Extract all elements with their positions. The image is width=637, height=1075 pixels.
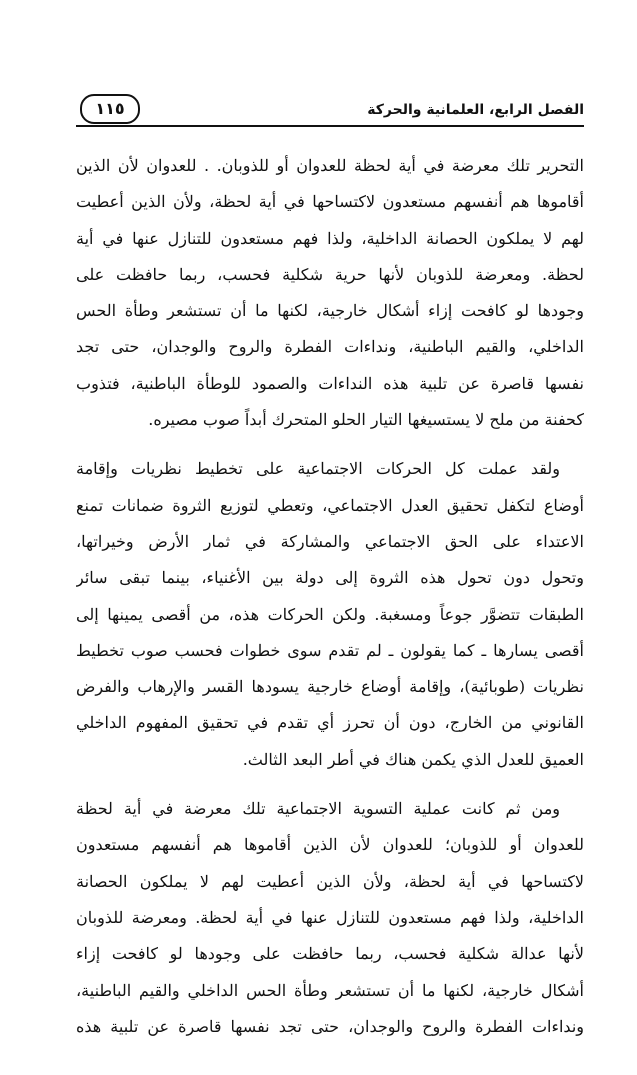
text-line: لاكتساحها في أية لحظة، ولأن الذين أعطيت لهم لا يملكون الحصانة (76, 871, 584, 891)
text-line: وجودها لو كافحت إزاء أشكال خارجية، لكنها ما أن تستشعر وطأة الحس (76, 301, 584, 321)
text-line: أوضاع لتكفل تحقيق العدل الاجتماعي، وتعطي لتوزيع الثروة ضمانات تمنع (76, 495, 584, 515)
text-line: العميق للعدل الذي يكمن هناك في أطر البعد الثالث. (242, 749, 584, 769)
text-line: كحفنة من ملح لا يستسيغها التيار الحلو المتحرك أبداً صوب مصيره. (148, 410, 584, 430)
text-line: لأنها عدالة شكلية فحسب، ربما حافظت على وجودها لو كافحت إزاء (76, 944, 584, 964)
text-line: الاعتداء على الحق الاجتماعي والمشاركة في ثمار الأرض وخيراتها، (76, 531, 584, 551)
text-line: ومن ثم كانت عملية التسوية الاجتماعية تلك معرضة في أية لحظة (76, 799, 560, 819)
body-text (76, 148, 584, 1058)
text-line: لحظة. ومعرضة للذوبان لأنها حرية شكلية فحسب، ربما حافظت على (76, 264, 584, 284)
paragraph-1 (76, 148, 584, 438)
text-line: التحرير تلك معرضة في أية لحظة للعدوان أو للذوبان. . للعدوان لأن الذين (76, 156, 584, 175)
text-line: القانوني من الخارج، دون أن تحرز أي تقدم في تحقيق المفهوم الداخلي (76, 713, 584, 733)
paragraph-3 (76, 791, 584, 1045)
text-line: نفسها قاصرة عن تلبية هذه النداءات والصمود للوطأة الباطنية، فتذوب (76, 373, 584, 393)
text-line: أقصى يسارها ـ كما يقولون ـ لم تقدم سوى خطوات فحسب صوب تخطيط (76, 640, 584, 660)
text-line: ولقد عملت كل الحركات الاجتماعية على تخطيط نظريات وإقامة (76, 459, 560, 479)
chapter-title: الفصل الرابع، العلمانية والحركة (367, 102, 584, 118)
header-divider (76, 125, 584, 127)
text-line: وتحول دون تحول هذه الثروة إلى دولة بين الأغنياء، بينما تبقى سائر (76, 568, 584, 588)
text-line: الطبقات تتضوَّر جوعاً ومسغبة. ولكن الحركات هذه، من أقصى يمينها إلى (76, 604, 584, 624)
text-line: الداخلية، ولذا فهم مستعدون للتنازل عنها في أية لحظة. ومعرضة للذوبان (76, 907, 584, 927)
text-line: أقاموها هم أنفسهم مستعدون لاكتساحها في أية لحظة، ولأن الذين أعطيت (76, 192, 584, 212)
text-line: للعدوان أو للذوبان؛ للعدوان لأن الذين أقاموها هم أنفسهم مستعدون (76, 835, 584, 855)
text-line: الداخلي، والقيم الباطنية، ونداءات الفطرة والروح والوجدان، حتى تجد (76, 337, 584, 357)
text-line: ونداءات الفطرة والروح والوجدان، حتى تجد نفسها قاصرة عن تلبية هذه (76, 1016, 584, 1036)
text-line: أشكال خارجية، لكنها ما أن تستشعر وطأة الحس الداخلي والقيم الباطنية، (76, 980, 584, 1000)
running-header (76, 92, 584, 132)
text-line: لهم لا يملكون الحصانة الداخلية، ولذا فهم مستعدون للتنازل عنها في أية (76, 228, 584, 248)
paragraph-2 (76, 451, 584, 778)
text-line: نظريات (طوبائية)، وإقامة أوضاع خارجية يسودها القسر والإرهاب والفرض (76, 677, 584, 697)
page-number: ١١٥ (80, 94, 140, 124)
